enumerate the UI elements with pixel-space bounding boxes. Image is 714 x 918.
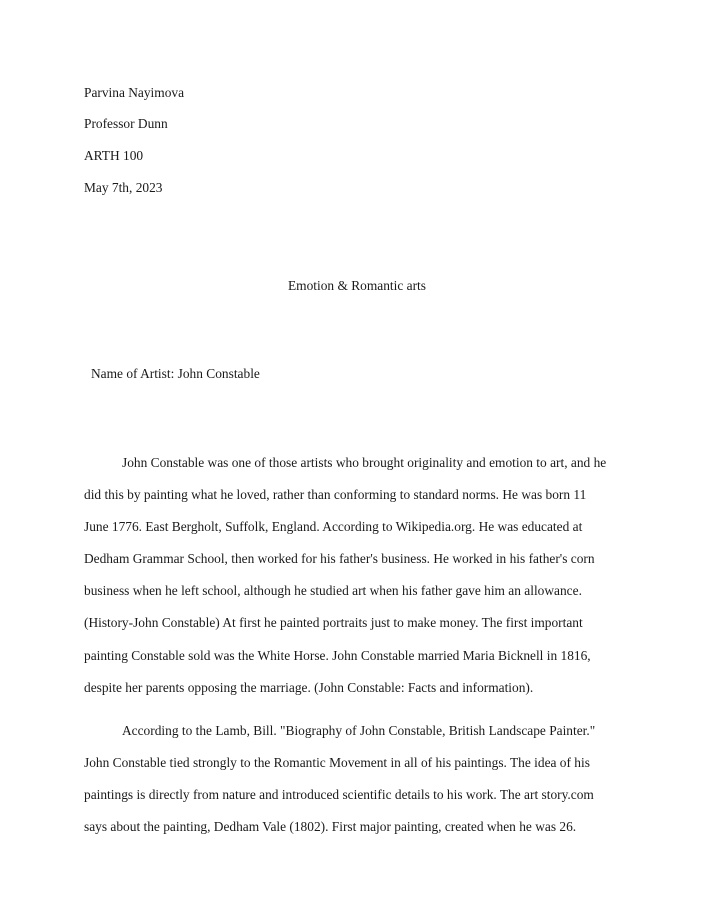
paragraph-line: painting Constable sold was the White Horse. John Constable married Maria Bicknell in 1816,: [84, 648, 591, 663]
course-code: ARTH 100: [84, 148, 144, 163]
paragraph-line: June 1776. East Bergholt, Suffolk, England. According to Wikipedia.org. He was educated at: [84, 519, 583, 534]
date: May 7th, 2023: [84, 180, 163, 195]
professor-name: Professor Dunn: [84, 116, 168, 131]
paragraph-line: despite her parents opposing the marriage. (John Constable: Facts and information).: [84, 680, 534, 695]
paragraph-line: paintings is directly from nature and introduced scientific details to his work. The art story.com: [84, 787, 594, 802]
paragraph-line: business when he left school, although he studied art when his father gave him an allowance.: [84, 583, 582, 598]
student-name: Parvina Nayimova: [84, 85, 185, 100]
artist-line: Name of Artist: John Constable: [91, 366, 260, 381]
paragraph-line: John Constable tied strongly to the Romantic Movement in all of his paintings. The idea of his: [84, 755, 590, 770]
paragraph-line: did this by painting what he loved, rather than conforming to standard norms. He was born 11: [84, 487, 587, 502]
paragraph-line: John Constable was one of those artists who brought originality and emotion to art, and he: [122, 455, 607, 470]
paragraph-line: says about the painting, Dedham Vale (1802). First major painting, created when he was 26.: [84, 819, 577, 834]
paragraph-line: According to the Lamb, Bill. "Biography of John Constable, British Landscape Painter.": [122, 723, 596, 738]
page-title: Emotion & Romantic arts: [288, 278, 426, 293]
paragraph-line: (History-John Constable) At first he painted portraits just to make money. The first important: [84, 615, 583, 630]
paragraph-line: Dedham Grammar School, then worked for his father's business. He worked in his father's corn: [84, 551, 595, 566]
